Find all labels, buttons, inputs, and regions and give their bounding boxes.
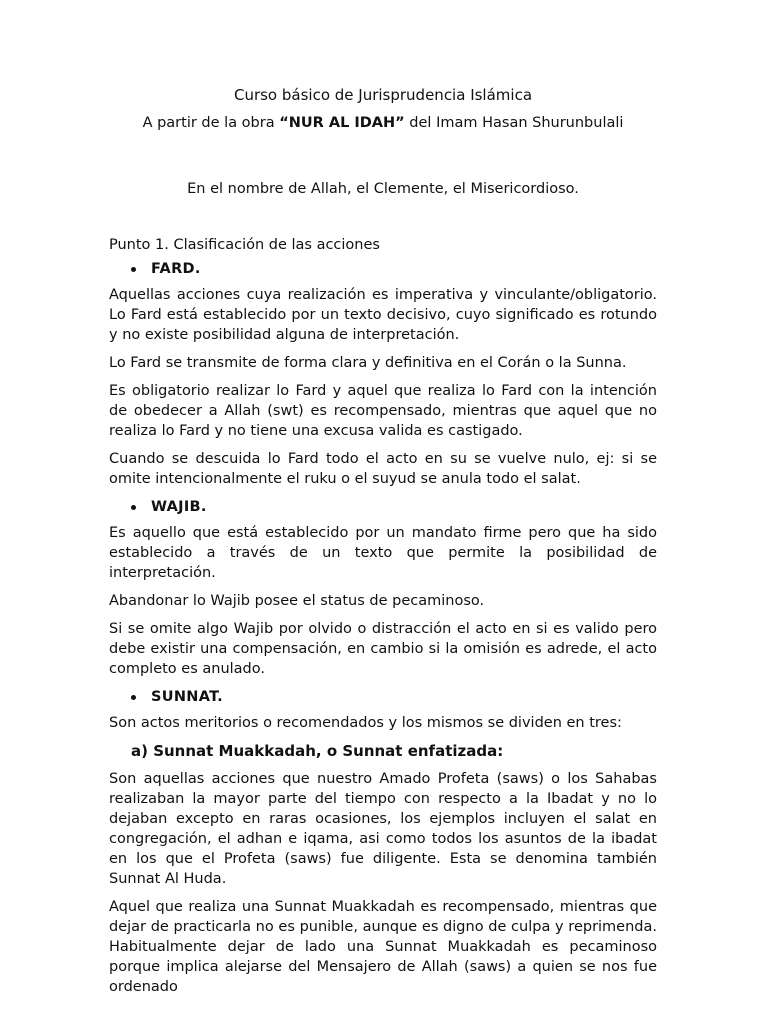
bullet-sunnat: [131, 687, 657, 707]
paragraph: Lo Fard se transmite de forma clara y definitiva en el Corán o la Sunna.: [109, 355, 627, 371]
paragraph: Son actos meritorios o recomendados y los mismos se dividen en tres:: [109, 715, 622, 731]
bullet-label-fard: FARD.: [151, 261, 201, 277]
bullet-dot-icon: [131, 505, 136, 510]
paragraph: Es aquello que está establecido por un mandato firme pero que ha sido establecido a través de un texto que permite la posibilidad de interpretación.: [109, 525, 657, 581]
bullet-wajib: [131, 497, 657, 517]
bullet-label-wajib: WAJIB.: [151, 499, 207, 515]
paragraph: Si se omite algo Wajib por olvido o distracción el acto en si es valido pero debe existir una compensación, en cambio si la omisión es adrede, el acto completo es anulado.: [109, 621, 657, 677]
bullet-label-sunnat: SUNNAT.: [151, 689, 223, 705]
document-subtitle: [109, 113, 657, 133]
document-body: [109, 85, 657, 1005]
subtitle-prefix: A partir de la obra: [142, 115, 280, 131]
subheading-sunnat-muakkadah: a) Sunnat Muakkadah, o Sunnat enfatizada:: [131, 742, 504, 760]
paragraph: Cuando se descuida lo Fard todo el acto en su se vuelve nulo, ej: si se omite intencionalmente el ruku o el suyud se anula todo el salat.: [109, 451, 657, 487]
paragraph: Son aquellas acciones que nuestro Amado Profeta (saws) o los Sahabas realizaban la mayor parte del tiempo con respecto a la Ibadat y no lo dejaban excepto en raras ocasiones, los ejemplos incluyen el salat en congregación, el adhan e iqama, asi como todos los asuntos de la ibadat en los que el Profeta (saws) fue diligente. Esta se denomina también Sunnat Al Huda.: [109, 771, 657, 887]
subtitle-suffix: del Imam Hasan Shurunbulali: [404, 115, 624, 131]
document-title: Curso básico de Jurisprudencia Islámica: [233, 86, 533, 104]
paragraph: Abandonar lo Wajib posee el status de pecaminoso.: [109, 593, 485, 609]
bullet-dot-icon: [131, 695, 136, 700]
subtitle-work: “NUR AL IDAH”: [279, 115, 405, 131]
paragraph: Aquellas acciones cuya realización es imperativa y vinculante/obligatorio. Lo Fard está establecido por un texto decisivo, cuyo significado es rotundo y no existe posibilidad alguna de interpretación.: [109, 287, 657, 343]
section-heading: Punto 1. Clasificación de las acciones: [109, 237, 380, 253]
invocation: En el nombre de Allah, el Clemente, el Misericordioso.: [187, 181, 579, 197]
paragraph: Aquel que realiza una Sunnat Muakkadah es recompensado, mientras que dejar de practicarla no es punible, aunque es digno de culpa y reprimenda. Habitualmente dejar de lado una Sunnat Muakkadah es pecaminoso porque implica alejarse del Mensajero de Allah (saws) a quien se nos fue ordenado: [109, 899, 657, 995]
bullet-dot-icon: [131, 267, 136, 272]
paragraph: Es obligatorio realizar lo Fard y aquel que realiza lo Fard con la intención de obedecer a Allah (swt) es recompensado, mientras que aquel que no realiza lo Fard y no tiene una excusa valida es castigado.: [109, 383, 657, 439]
bullet-fard: [131, 259, 657, 279]
